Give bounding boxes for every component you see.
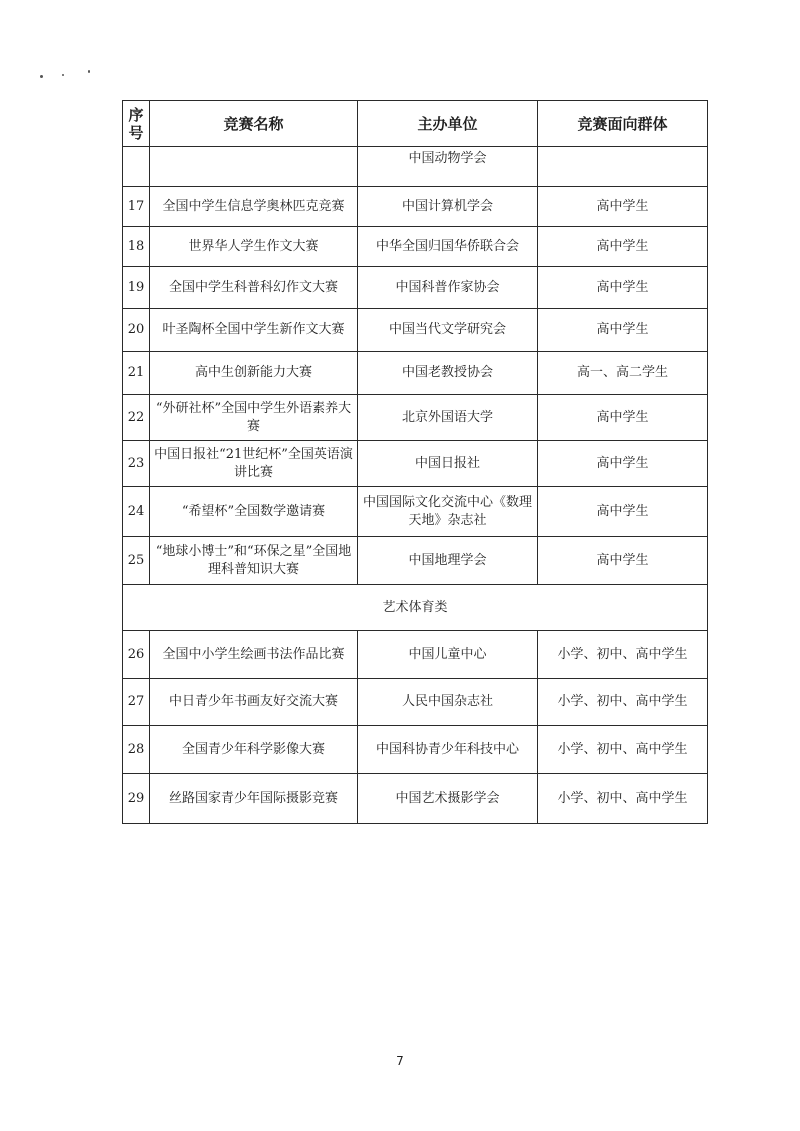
scan-speck <box>62 74 64 76</box>
cell-organizer: 中国国际文化交流中心《数理天地》杂志社 <box>358 487 538 537</box>
page-number: 7 <box>396 1054 404 1068</box>
table-row <box>123 309 708 352</box>
header-organizer: 主办单位 <box>358 101 538 147</box>
cell-name: 全国中学生信息学奥林匹克竞赛 <box>150 187 358 227</box>
cell-seq: 19 <box>123 267 150 309</box>
table-row <box>123 441 708 487</box>
cell-name: 全国青少年科学影像大赛 <box>150 726 358 774</box>
cell-organizer: 中国科普作家协会 <box>358 267 538 309</box>
cell-seq: 17 <box>123 187 150 227</box>
cell-seq: 24 <box>123 487 150 537</box>
cell-audience: 高中学生 <box>538 395 708 441</box>
cell-name: 高中生创新能力大赛 <box>150 352 358 395</box>
cell-audience: 高中学生 <box>538 487 708 537</box>
cell-organizer: 中国艺术摄影学会 <box>358 774 538 824</box>
header-seq: 序号 <box>123 101 150 147</box>
cell-organizer: 中国老教授协会 <box>358 352 538 395</box>
continuation-row <box>123 147 708 187</box>
cell-seq: 18 <box>123 227 150 267</box>
cell-organizer: 北京外国语大学 <box>358 395 538 441</box>
cell-organizer: 中国日报社 <box>358 441 538 487</box>
cell-audience: 小学、初中、高中学生 <box>538 631 708 679</box>
cell-audience: 高中学生 <box>538 309 708 352</box>
header-audience: 竞赛面向群体 <box>538 101 708 147</box>
cell-name: 丝路国家青少年国际摄影竞赛 <box>150 774 358 824</box>
cell-seq: 22 <box>123 395 150 441</box>
cell-name: “外研社杯”全国中学生外语素养大赛 <box>150 395 358 441</box>
cell-seq: 25 <box>123 537 150 585</box>
cell-audience: 高中学生 <box>538 267 708 309</box>
scan-speck <box>88 70 90 73</box>
cell-organizer: 中国地理学会 <box>358 537 538 585</box>
table-row <box>123 395 708 441</box>
cell-name: 中国日报社“21世纪杯”全国英语演讲比赛 <box>150 441 358 487</box>
cell-name: 中日青少年书画友好交流大赛 <box>150 679 358 726</box>
table-row <box>123 487 708 537</box>
cell-audience: 小学、初中、高中学生 <box>538 774 708 824</box>
cell-organizer: 人民中国杂志社 <box>358 679 538 726</box>
cell-organizer: 中国当代文学研究会 <box>358 309 538 352</box>
cell-audience: 高中学生 <box>538 441 708 487</box>
category-row <box>123 585 708 631</box>
table-row <box>123 537 708 585</box>
cell-audience: 高一、高二学生 <box>538 352 708 395</box>
header-name: 竞赛名称 <box>150 101 358 147</box>
cell-name: “地球小博士”和“环保之星”全国地理科普知识大赛 <box>150 537 358 585</box>
cell-seq: 23 <box>123 441 150 487</box>
cell-organizer: 中华全国归国华侨联合会 <box>358 227 538 267</box>
cell-seq: 28 <box>123 726 150 774</box>
cell-seq: 26 <box>123 631 150 679</box>
cell-seq: 29 <box>123 774 150 824</box>
cell-name: 全国中小学生绘画书法作品比赛 <box>150 631 358 679</box>
cell-name <box>150 147 358 187</box>
table-row <box>123 267 708 309</box>
table-row <box>123 726 708 774</box>
scan-speck <box>40 75 43 78</box>
table-row <box>123 352 708 395</box>
cell-audience: 高中学生 <box>538 227 708 267</box>
cell-organizer: 中国儿童中心 <box>358 631 538 679</box>
cell-organizer: 中国科协青少年科技中心 <box>358 726 538 774</box>
cell-organizer: 中国计算机学会 <box>358 187 538 227</box>
cell-name: 世界华人学生作文大赛 <box>150 227 358 267</box>
cell-audience: 小学、初中、高中学生 <box>538 679 708 726</box>
cell-seq: 21 <box>123 352 150 395</box>
cell-audience: 高中学生 <box>538 537 708 585</box>
category-label: 艺术体育类 <box>123 585 708 631</box>
competition-table <box>122 100 708 824</box>
cell-organizer: 中国动物学会 <box>358 147 538 187</box>
table-header-row <box>123 101 708 147</box>
cell-name: 全国中学生科普科幻作文大赛 <box>150 267 358 309</box>
table-row <box>123 187 708 227</box>
cell-audience: 小学、初中、高中学生 <box>538 726 708 774</box>
cell-name: 叶圣陶杯全国中学生新作文大赛 <box>150 309 358 352</box>
table-row <box>123 631 708 679</box>
cell-audience <box>538 147 708 187</box>
cell-name: “希望杯”全国数学邀请赛 <box>150 487 358 537</box>
table-row <box>123 227 708 267</box>
cell-seq <box>123 147 150 187</box>
cell-audience: 高中学生 <box>538 187 708 227</box>
cell-seq: 27 <box>123 679 150 726</box>
table-row <box>123 679 708 726</box>
cell-seq: 20 <box>123 309 150 352</box>
table-row <box>123 774 708 824</box>
